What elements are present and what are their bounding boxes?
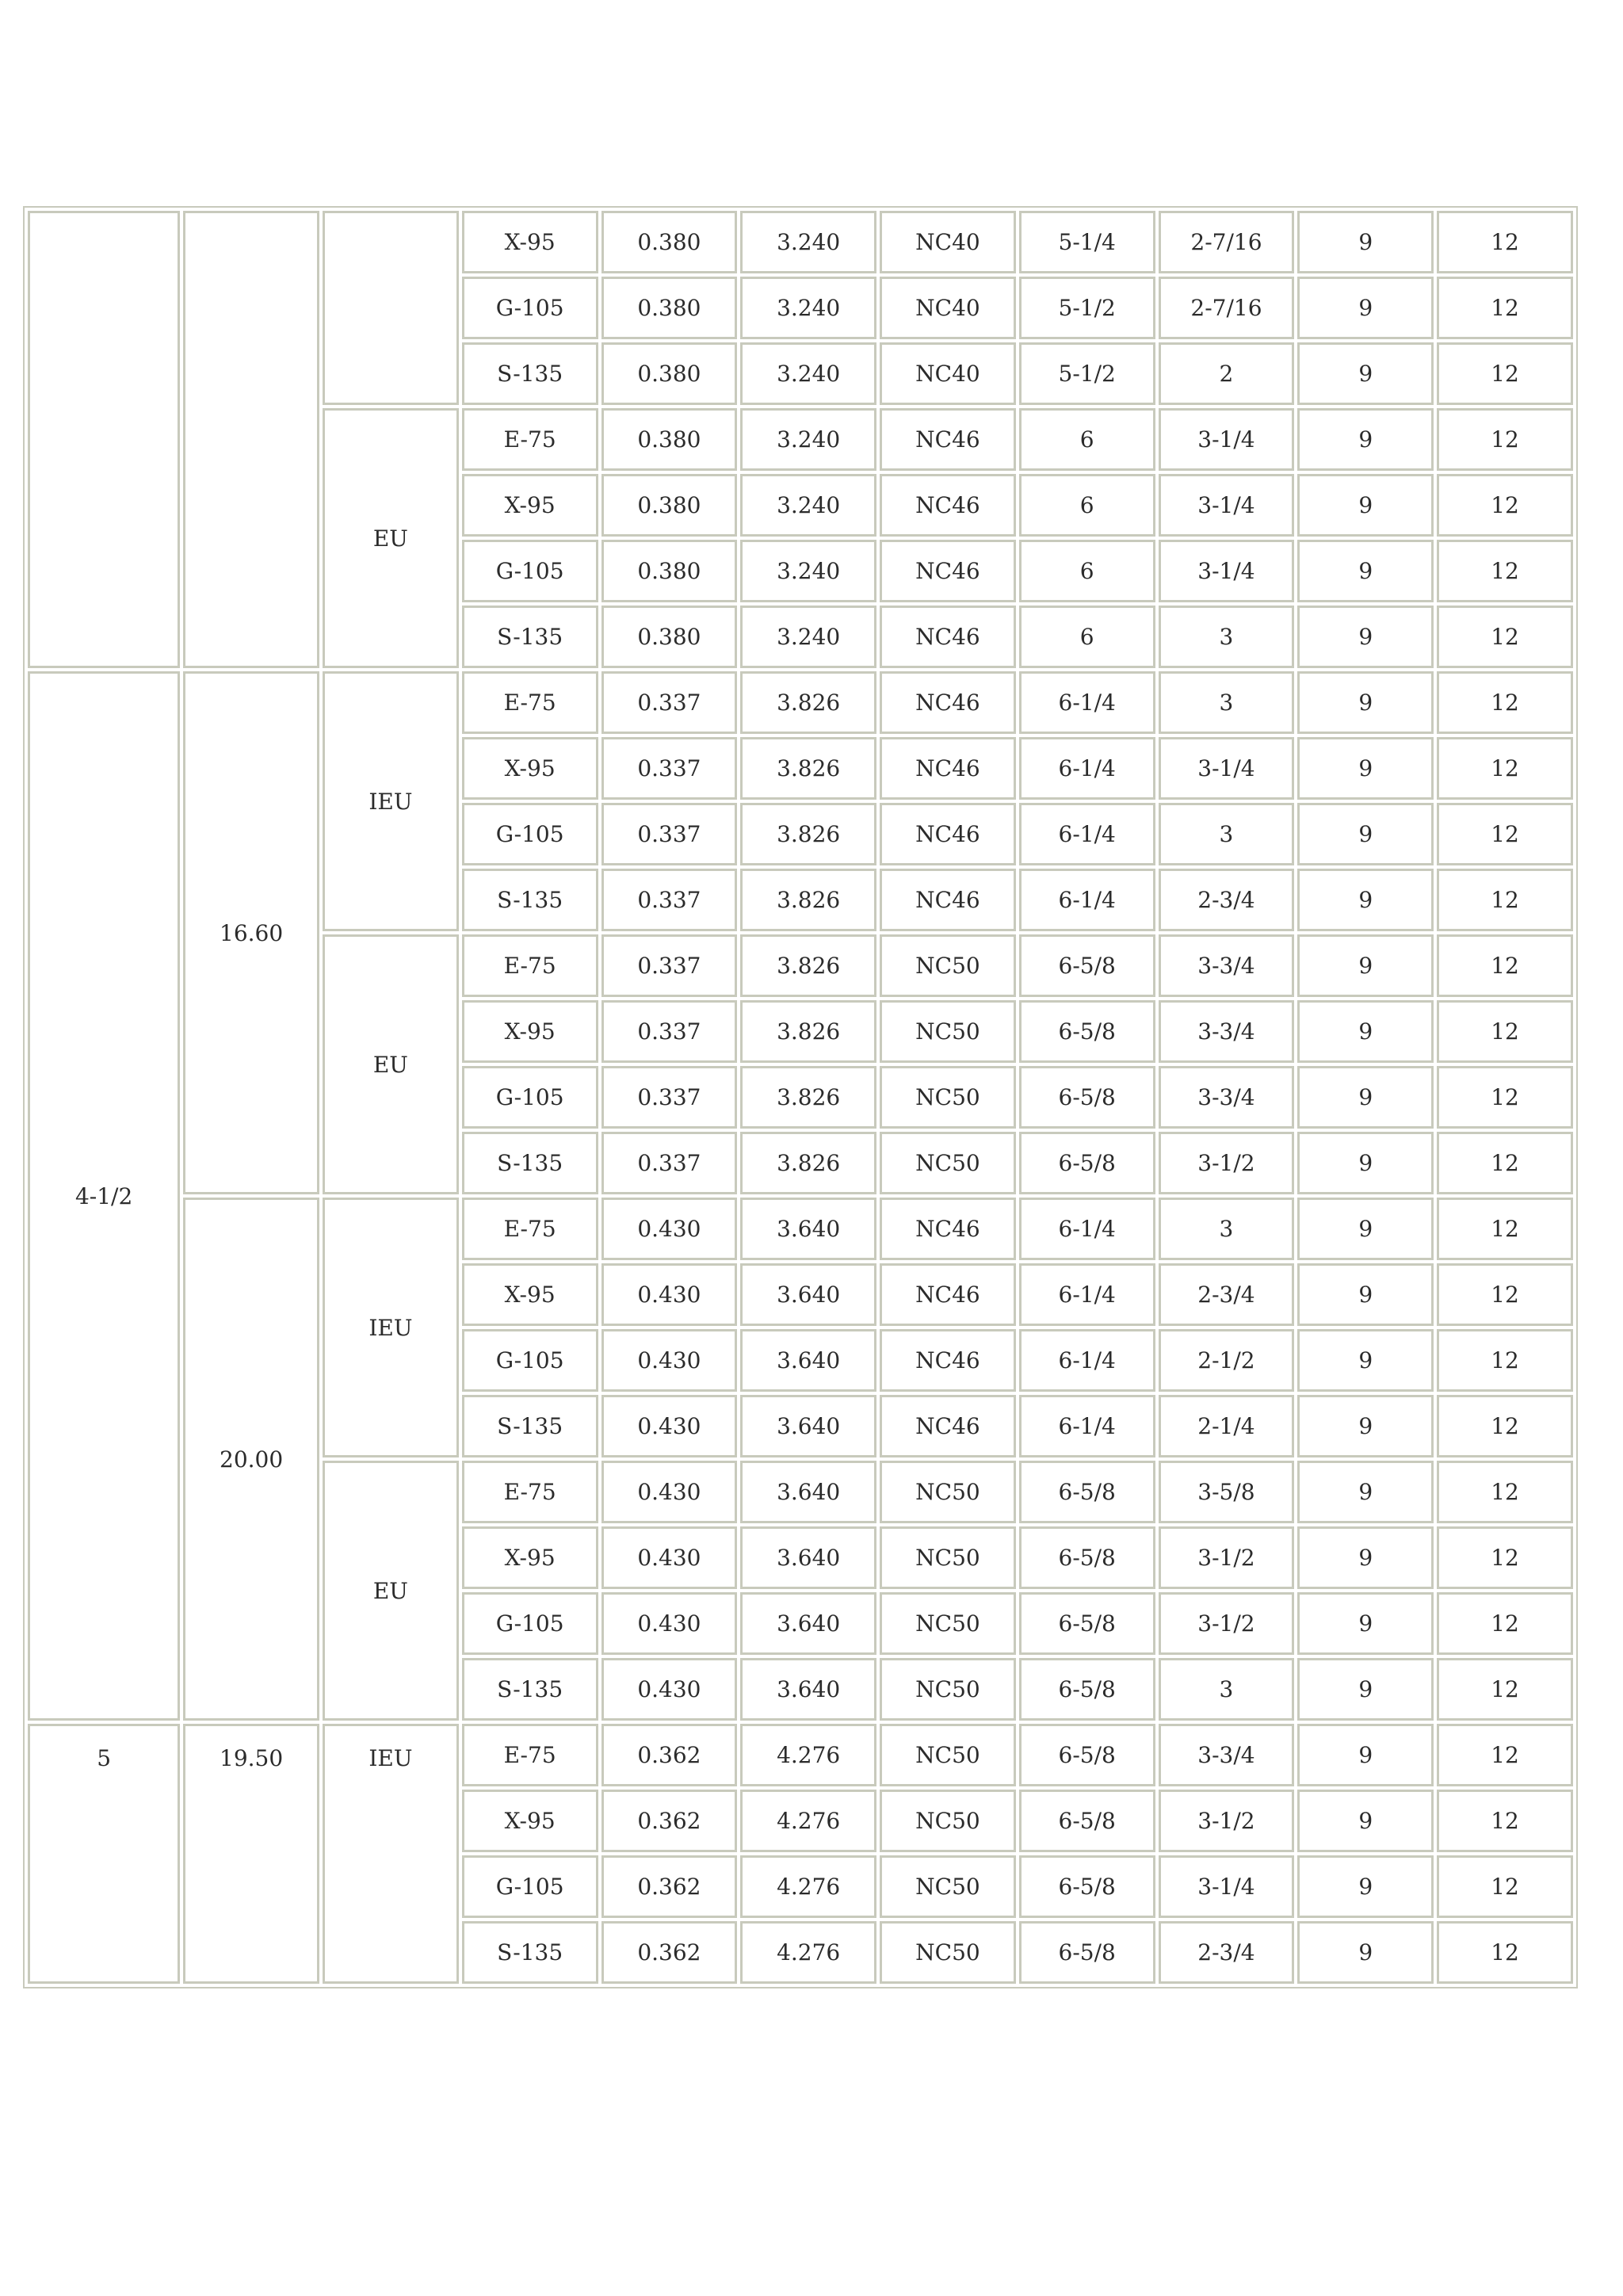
- col8-cell: 12: [1437, 1198, 1573, 1260]
- col8-cell: 12: [1437, 1724, 1573, 1786]
- grade-cell: E-75: [462, 1461, 598, 1523]
- od-cell: 6-5/8: [1019, 1921, 1155, 1984]
- col8-cell: 12: [1437, 474, 1573, 537]
- inner-diameter-cell: 4.276: [740, 1855, 876, 1918]
- connection-cell: NC46: [880, 1395, 1016, 1457]
- id-cell: 2-7/16: [1159, 211, 1295, 273]
- connection-cell: NC50: [880, 1132, 1016, 1194]
- col7-cell: 9: [1297, 540, 1434, 602]
- od-cell: 6-1/4: [1019, 1263, 1155, 1326]
- grade-cell: E-75: [462, 1724, 598, 1786]
- id-cell: 2-3/4: [1159, 1921, 1295, 1984]
- grade-cell: E-75: [462, 408, 598, 471]
- inner-diameter-cell: 3.640: [740, 1198, 876, 1260]
- od-cell: 6: [1019, 408, 1155, 471]
- grade-cell: X-95: [462, 1263, 598, 1326]
- wall-thickness-cell: 0.430: [601, 1329, 738, 1392]
- nominal-weight-cell: 20.00: [183, 1198, 319, 1721]
- grade-cell: X-95: [462, 1790, 598, 1852]
- inner-diameter-cell: 3.640: [740, 1526, 876, 1589]
- wall-thickness-cell: 0.430: [601, 1395, 738, 1457]
- inner-diameter-cell: 3.640: [740, 1592, 876, 1655]
- id-cell: 3: [1159, 1198, 1295, 1260]
- col8-cell: 12: [1437, 1132, 1573, 1194]
- wall-thickness-cell: 0.362: [601, 1921, 738, 1984]
- col7-cell: 9: [1297, 606, 1434, 668]
- inner-diameter-cell: 3.826: [740, 737, 876, 800]
- id-cell: 3-3/4: [1159, 934, 1295, 997]
- wall-thickness-cell: 0.380: [601, 540, 738, 602]
- id-cell: 2-1/4: [1159, 1395, 1295, 1457]
- od-cell: 6-5/8: [1019, 1724, 1155, 1786]
- wall-thickness-cell: 0.362: [601, 1855, 738, 1918]
- id-cell: 3-1/2: [1159, 1526, 1295, 1589]
- pipe-size-cell: 5: [28, 1724, 180, 1984]
- connection-cell: NC50: [880, 1855, 1016, 1918]
- col8-cell: 12: [1437, 1592, 1573, 1655]
- connection-cell: NC46: [880, 408, 1016, 471]
- grade-cell: G-105: [462, 1066, 598, 1129]
- grade-cell: E-75: [462, 671, 598, 734]
- col8-cell: 12: [1437, 211, 1573, 273]
- id-cell: 3-1/4: [1159, 408, 1295, 471]
- connection-cell: NC50: [880, 1066, 1016, 1129]
- nominal-weight-cell: [183, 211, 319, 668]
- od-cell: 6-1/4: [1019, 869, 1155, 931]
- inner-diameter-cell: 3.640: [740, 1263, 876, 1326]
- col7-cell: 9: [1297, 1132, 1434, 1194]
- upset-type-cell: IEU: [323, 671, 459, 931]
- col7-cell: 9: [1297, 671, 1434, 734]
- inner-diameter-cell: 3.240: [740, 408, 876, 471]
- connection-cell: NC50: [880, 1790, 1016, 1852]
- col8-cell: 12: [1437, 277, 1573, 339]
- grade-cell: G-105: [462, 540, 598, 602]
- od-cell: 5-1/4: [1019, 211, 1155, 273]
- col8-cell: 12: [1437, 1855, 1573, 1918]
- inner-diameter-cell: 3.826: [740, 1000, 876, 1063]
- upset-type-cell: IEU: [323, 1724, 459, 1984]
- grade-cell: X-95: [462, 737, 598, 800]
- grade-cell: G-105: [462, 1855, 598, 1918]
- od-cell: 6-5/8: [1019, 1132, 1155, 1194]
- id-cell: 2-3/4: [1159, 1263, 1295, 1326]
- inner-diameter-cell: 3.826: [740, 1066, 876, 1129]
- col7-cell: 9: [1297, 474, 1434, 537]
- grade-cell: S-135: [462, 342, 598, 405]
- wall-thickness-cell: 0.362: [601, 1790, 738, 1852]
- col7-cell: 9: [1297, 1526, 1434, 1589]
- col8-cell: 12: [1437, 1461, 1573, 1523]
- connection-cell: NC50: [880, 1921, 1016, 1984]
- connection-cell: NC50: [880, 1461, 1016, 1523]
- id-cell: 3: [1159, 606, 1295, 668]
- grade-cell: G-105: [462, 277, 598, 339]
- col7-cell: 9: [1297, 1855, 1434, 1918]
- col8-cell: 12: [1437, 1066, 1573, 1129]
- inner-diameter-cell: 3.826: [740, 934, 876, 997]
- id-cell: 2: [1159, 342, 1295, 405]
- connection-cell: NC50: [880, 1592, 1016, 1655]
- grade-cell: X-95: [462, 211, 598, 273]
- wall-thickness-cell: 0.362: [601, 1724, 738, 1786]
- col7-cell: 9: [1297, 1395, 1434, 1457]
- wall-thickness-cell: 0.430: [601, 1263, 738, 1326]
- grade-cell: S-135: [462, 1658, 598, 1721]
- inner-diameter-cell: 3.640: [740, 1395, 876, 1457]
- col7-cell: 9: [1297, 1921, 1434, 1984]
- id-cell: 3-3/4: [1159, 1724, 1295, 1786]
- id-cell: 3: [1159, 1658, 1295, 1721]
- od-cell: 6-5/8: [1019, 1658, 1155, 1721]
- connection-cell: NC40: [880, 277, 1016, 339]
- grade-cell: S-135: [462, 869, 598, 931]
- col8-cell: 12: [1437, 1658, 1573, 1721]
- upset-type-cell: [323, 211, 459, 405]
- id-cell: 2-3/4: [1159, 869, 1295, 931]
- connection-cell: NC46: [880, 869, 1016, 931]
- inner-diameter-cell: 3.240: [740, 342, 876, 405]
- col7-cell: 9: [1297, 1790, 1434, 1852]
- upset-type-cell: EU: [323, 408, 459, 668]
- col7-cell: 9: [1297, 1066, 1434, 1129]
- col7-cell: 9: [1297, 342, 1434, 405]
- inner-diameter-cell: 4.276: [740, 1724, 876, 1786]
- od-cell: 6-1/4: [1019, 1198, 1155, 1260]
- od-cell: 6-1/4: [1019, 671, 1155, 734]
- od-cell: 6-5/8: [1019, 1066, 1155, 1129]
- od-cell: 6-1/4: [1019, 737, 1155, 800]
- od-cell: 5-1/2: [1019, 342, 1155, 405]
- od-cell: 6-5/8: [1019, 1790, 1155, 1852]
- nominal-weight-cell: 19.50: [183, 1724, 319, 1984]
- col8-cell: 12: [1437, 869, 1573, 931]
- grade-cell: X-95: [462, 474, 598, 537]
- nominal-weight-cell: 16.60: [183, 671, 319, 1194]
- grade-cell: S-135: [462, 1921, 598, 1984]
- id-cell: 3-1/4: [1159, 540, 1295, 602]
- inner-diameter-cell: 3.826: [740, 671, 876, 734]
- wall-thickness-cell: 0.337: [601, 803, 738, 865]
- table-row: [28, 1198, 1573, 1260]
- wall-thickness-cell: 0.337: [601, 1066, 738, 1129]
- col8-cell: 12: [1437, 934, 1573, 997]
- col8-cell: 12: [1437, 737, 1573, 800]
- wall-thickness-cell: 0.380: [601, 408, 738, 471]
- od-cell: 6-5/8: [1019, 1855, 1155, 1918]
- wall-thickness-cell: 0.380: [601, 606, 738, 668]
- od-cell: 6-5/8: [1019, 1526, 1155, 1589]
- connection-cell: NC46: [880, 1198, 1016, 1260]
- od-cell: 6: [1019, 474, 1155, 537]
- col8-cell: 12: [1437, 540, 1573, 602]
- col7-cell: 9: [1297, 934, 1434, 997]
- id-cell: 3-1/2: [1159, 1132, 1295, 1194]
- col7-cell: 9: [1297, 1329, 1434, 1392]
- id-cell: 3: [1159, 803, 1295, 865]
- col7-cell: 9: [1297, 1658, 1434, 1721]
- col7-cell: 9: [1297, 1198, 1434, 1260]
- wall-thickness-cell: 0.430: [601, 1198, 738, 1260]
- grade-cell: G-105: [462, 1592, 598, 1655]
- col7-cell: 9: [1297, 803, 1434, 865]
- wall-thickness-cell: 0.337: [601, 934, 738, 997]
- col8-cell: 12: [1437, 606, 1573, 668]
- pipe-size-cell: 4-1/2: [28, 671, 180, 1721]
- id-cell: 3-1/2: [1159, 1790, 1295, 1852]
- inner-diameter-cell: 3.640: [740, 1658, 876, 1721]
- id-cell: 3-1/4: [1159, 1855, 1295, 1918]
- drill-pipe-spec-table: [23, 206, 1578, 1988]
- od-cell: 6-1/4: [1019, 1395, 1155, 1457]
- col8-cell: 12: [1437, 1263, 1573, 1326]
- connection-cell: NC40: [880, 342, 1016, 405]
- od-cell: 6-5/8: [1019, 1461, 1155, 1523]
- connection-cell: NC50: [880, 1526, 1016, 1589]
- id-cell: 3-1/4: [1159, 474, 1295, 537]
- connection-cell: NC40: [880, 211, 1016, 273]
- spec-table-body: [28, 211, 1573, 1984]
- id-cell: 3-3/4: [1159, 1000, 1295, 1063]
- inner-diameter-cell: 3.640: [740, 1329, 876, 1392]
- inner-diameter-cell: 3.240: [740, 474, 876, 537]
- grade-cell: G-105: [462, 1329, 598, 1392]
- connection-cell: NC50: [880, 934, 1016, 997]
- col8-cell: 12: [1437, 342, 1573, 405]
- upset-type-cell: IEU: [323, 1198, 459, 1457]
- connection-cell: NC46: [880, 1329, 1016, 1392]
- inner-diameter-cell: 4.276: [740, 1790, 876, 1852]
- col7-cell: 9: [1297, 737, 1434, 800]
- col7-cell: 9: [1297, 1461, 1434, 1523]
- wall-thickness-cell: 0.337: [601, 1000, 738, 1063]
- inner-diameter-cell: 4.276: [740, 1921, 876, 1984]
- wall-thickness-cell: 0.430: [601, 1461, 738, 1523]
- upset-type-cell: EU: [323, 934, 459, 1194]
- upset-type-cell: EU: [323, 1461, 459, 1721]
- od-cell: 6: [1019, 540, 1155, 602]
- table-row: [28, 211, 1573, 273]
- inner-diameter-cell: 3.826: [740, 869, 876, 931]
- col8-cell: 12: [1437, 803, 1573, 865]
- od-cell: 6-1/4: [1019, 1329, 1155, 1392]
- col8-cell: 12: [1437, 1000, 1573, 1063]
- col8-cell: 12: [1437, 1329, 1573, 1392]
- wall-thickness-cell: 0.337: [601, 1132, 738, 1194]
- col8-cell: 12: [1437, 1921, 1573, 1984]
- od-cell: 6-5/8: [1019, 934, 1155, 997]
- wall-thickness-cell: 0.337: [601, 671, 738, 734]
- od-cell: 6-5/8: [1019, 1592, 1155, 1655]
- grade-cell: E-75: [462, 1198, 598, 1260]
- connection-cell: NC46: [880, 540, 1016, 602]
- col7-cell: 9: [1297, 1592, 1434, 1655]
- connection-cell: NC46: [880, 803, 1016, 865]
- col8-cell: 12: [1437, 671, 1573, 734]
- connection-cell: NC50: [880, 1658, 1016, 1721]
- id-cell: 2-1/2: [1159, 1329, 1295, 1392]
- connection-cell: NC50: [880, 1000, 1016, 1063]
- od-cell: 6-5/8: [1019, 1000, 1155, 1063]
- inner-diameter-cell: 3.240: [740, 606, 876, 668]
- od-cell: 5-1/2: [1019, 277, 1155, 339]
- col7-cell: 9: [1297, 1000, 1434, 1063]
- wall-thickness-cell: 0.380: [601, 277, 738, 339]
- id-cell: 3-1/4: [1159, 737, 1295, 800]
- id-cell: 3-5/8: [1159, 1461, 1295, 1523]
- grade-cell: S-135: [462, 1395, 598, 1457]
- wall-thickness-cell: 0.430: [601, 1526, 738, 1589]
- od-cell: 6-1/4: [1019, 803, 1155, 865]
- col7-cell: 9: [1297, 277, 1434, 339]
- inner-diameter-cell: 3.240: [740, 211, 876, 273]
- connection-cell: NC46: [880, 737, 1016, 800]
- grade-cell: S-135: [462, 1132, 598, 1194]
- col7-cell: 9: [1297, 1724, 1434, 1786]
- wall-thickness-cell: 0.380: [601, 211, 738, 273]
- id-cell: 3: [1159, 671, 1295, 734]
- wall-thickness-cell: 0.380: [601, 342, 738, 405]
- connection-cell: NC46: [880, 606, 1016, 668]
- id-cell: 2-7/16: [1159, 277, 1295, 339]
- wall-thickness-cell: 0.430: [601, 1658, 738, 1721]
- grade-cell: X-95: [462, 1000, 598, 1063]
- connection-cell: NC50: [880, 1724, 1016, 1786]
- connection-cell: NC46: [880, 1263, 1016, 1326]
- connection-cell: NC46: [880, 671, 1016, 734]
- pipe-size-cell: [28, 211, 180, 668]
- inner-diameter-cell: 3.826: [740, 1132, 876, 1194]
- grade-cell: X-95: [462, 1526, 598, 1589]
- wall-thickness-cell: 0.337: [601, 737, 738, 800]
- id-cell: 3-3/4: [1159, 1066, 1295, 1129]
- id-cell: 3-1/2: [1159, 1592, 1295, 1655]
- grade-cell: S-135: [462, 606, 598, 668]
- od-cell: 6: [1019, 606, 1155, 668]
- col8-cell: 12: [1437, 408, 1573, 471]
- col8-cell: 12: [1437, 1790, 1573, 1852]
- col8-cell: 12: [1437, 1395, 1573, 1457]
- grade-cell: E-75: [462, 934, 598, 997]
- wall-thickness-cell: 0.337: [601, 869, 738, 931]
- table-row: [28, 671, 1573, 734]
- grade-cell: G-105: [462, 803, 598, 865]
- inner-diameter-cell: 3.826: [740, 803, 876, 865]
- inner-diameter-cell: 3.240: [740, 277, 876, 339]
- col8-cell: 12: [1437, 1526, 1573, 1589]
- wall-thickness-cell: 0.430: [601, 1592, 738, 1655]
- col7-cell: 9: [1297, 869, 1434, 931]
- inner-diameter-cell: 3.240: [740, 540, 876, 602]
- wall-thickness-cell: 0.380: [601, 474, 738, 537]
- col7-cell: 9: [1297, 1263, 1434, 1326]
- col7-cell: 9: [1297, 408, 1434, 471]
- col7-cell: 9: [1297, 211, 1434, 273]
- inner-diameter-cell: 3.640: [740, 1461, 876, 1523]
- table-row: [28, 1724, 1573, 1786]
- connection-cell: NC46: [880, 474, 1016, 537]
- drill-pipe-spec-sheet: [23, 206, 1578, 1981]
